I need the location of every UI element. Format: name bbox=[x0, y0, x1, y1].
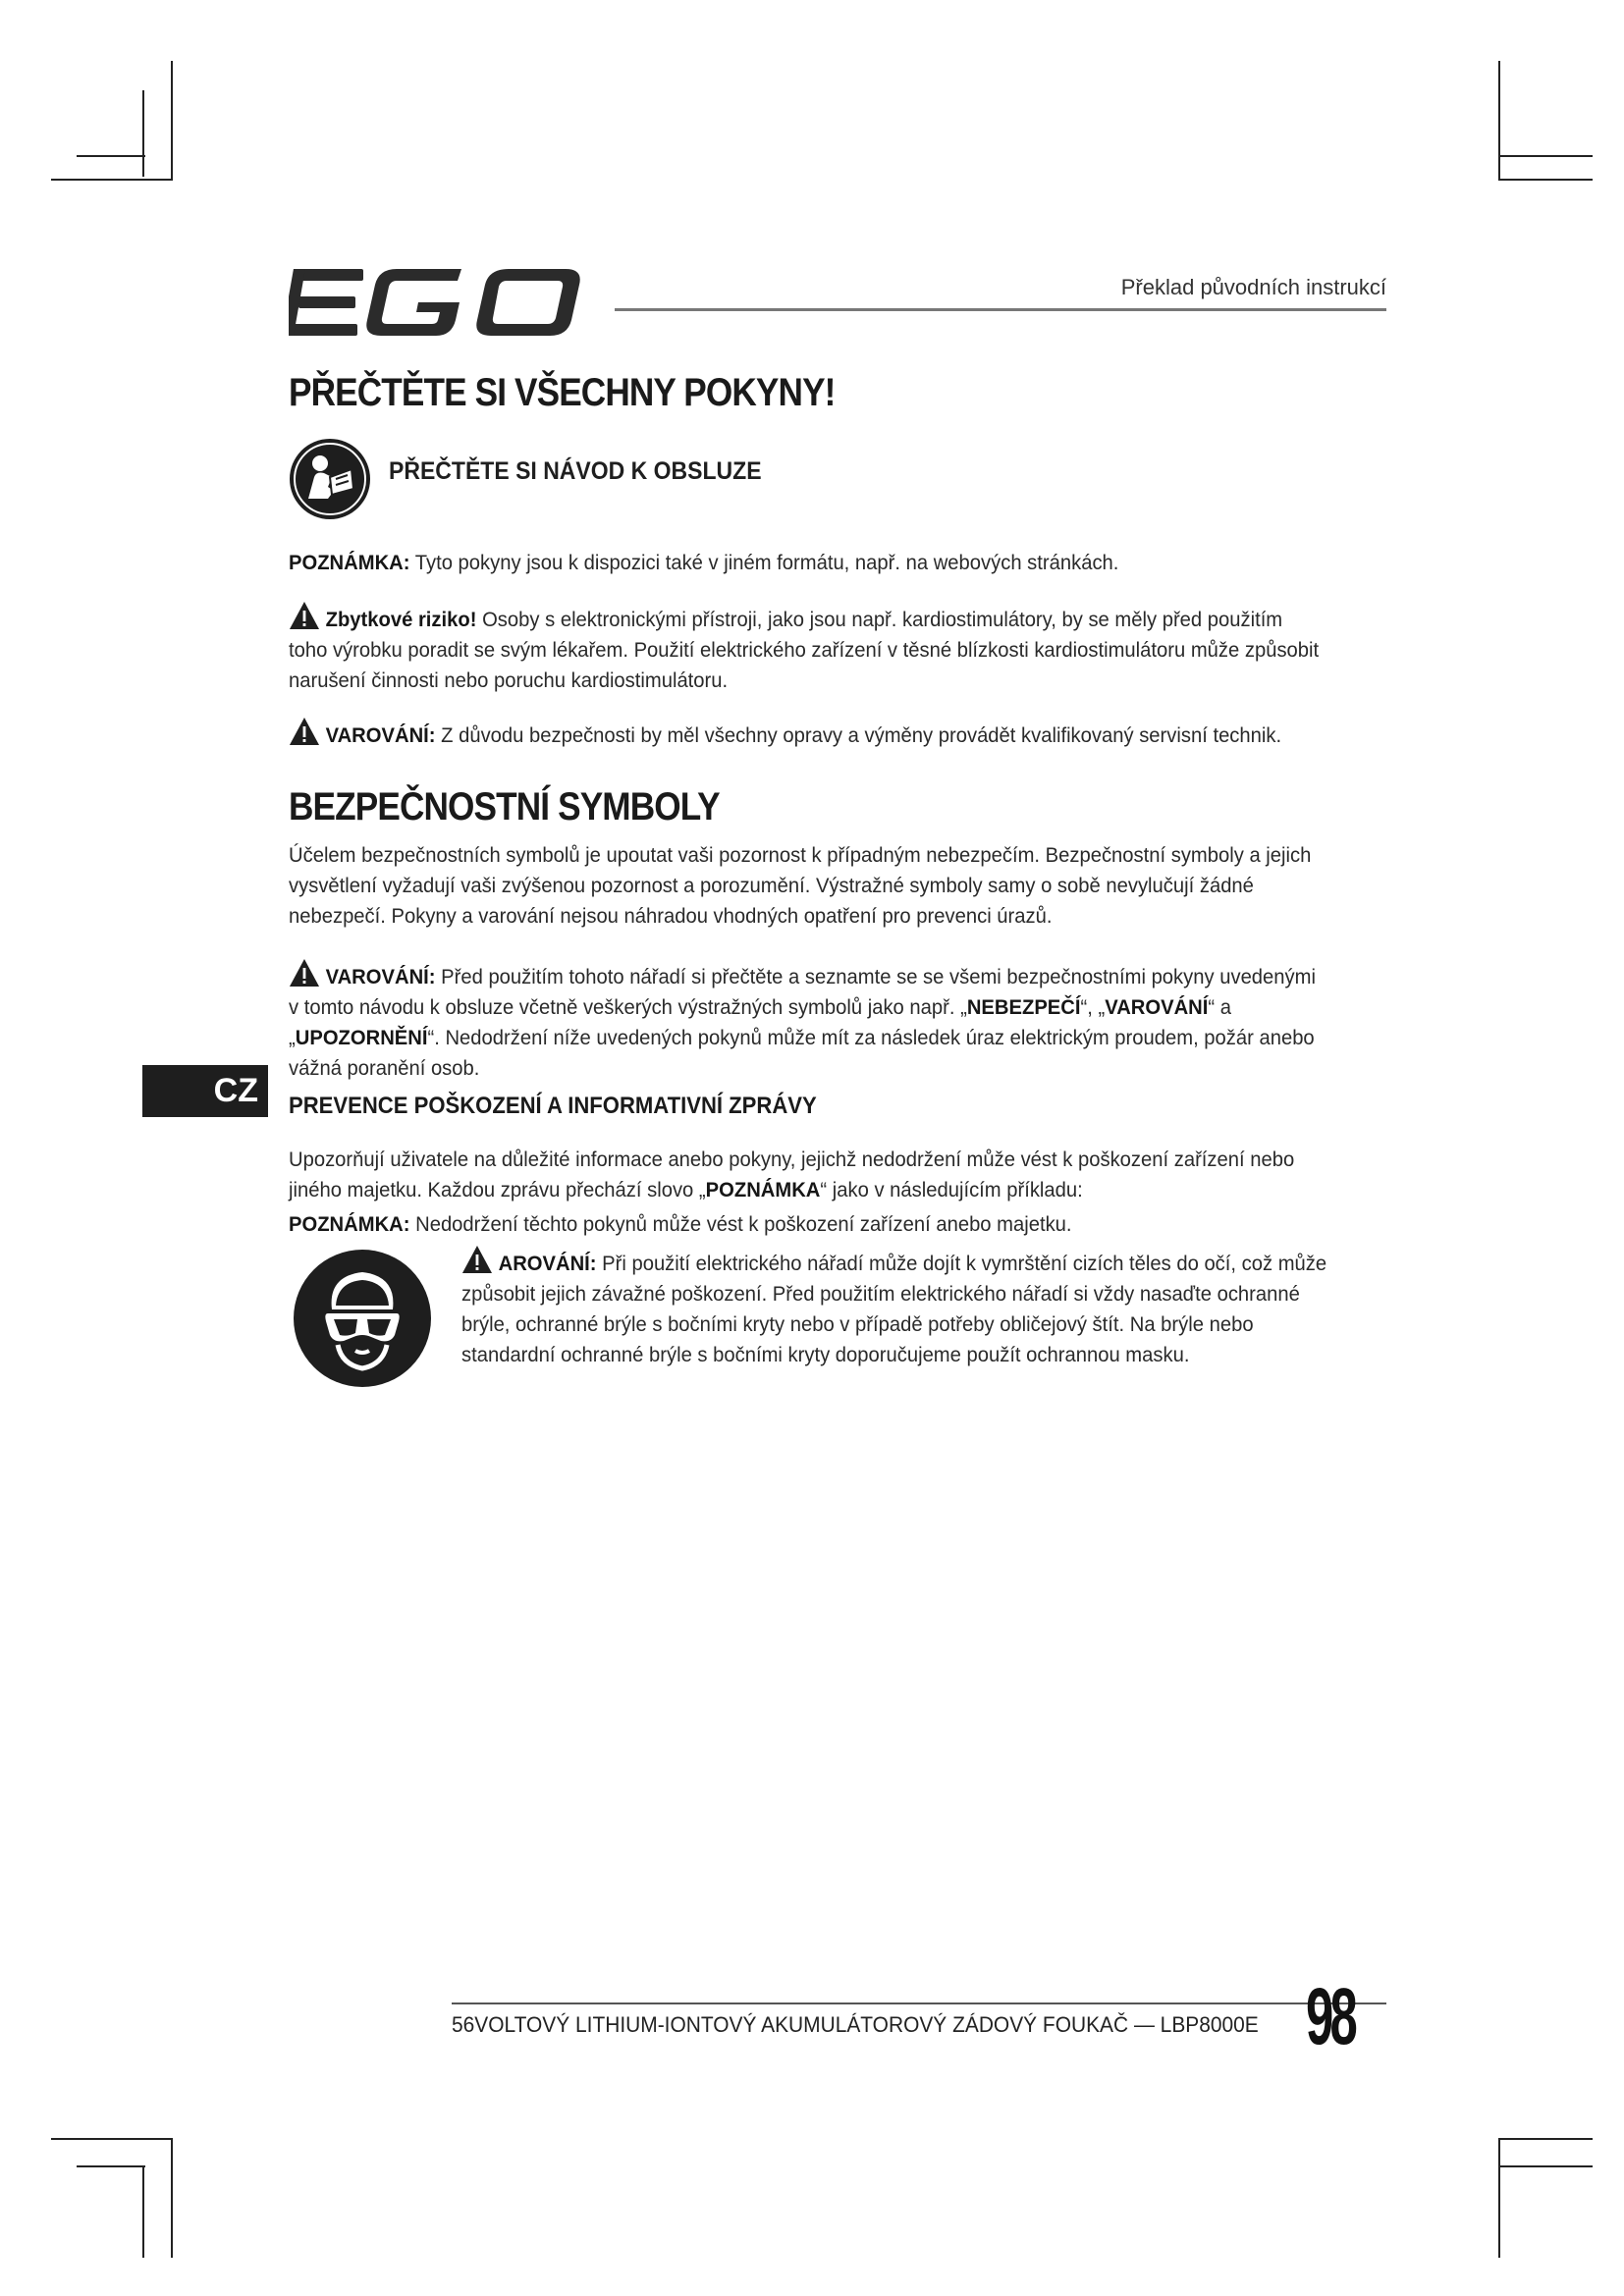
service-warning-label: VAROVÁNÍ: bbox=[325, 723, 436, 747]
language-tab bbox=[142, 1065, 268, 1117]
crop-mark-br-h bbox=[1498, 2138, 1593, 2140]
crop-mark-tl-v bbox=[171, 61, 173, 181]
crop-mark-bl-h bbox=[51, 2138, 173, 2140]
damage-prevention-text: Upozorňují uživatele na důležité informace anebo pokyny, jejichž nedodržení může vést k poškození zařízení nebo jiného majetku. Každou zprávu přechází slovo „ bbox=[289, 1148, 1295, 1201]
note-label: POZNÁMKA: bbox=[289, 551, 410, 574]
crop-mark-tl-h bbox=[51, 179, 173, 181]
symbols-warning-paragraph bbox=[289, 958, 1323, 1084]
service-warning-paragraph bbox=[289, 717, 1323, 751]
warning-triangle-icon bbox=[289, 958, 320, 988]
goggles-warning-paragraph bbox=[461, 1245, 1338, 1370]
goggles-warning-text: Při použití elektrického nářadí může dojít k vymrštění cizích těles do očí, což může způsobit jejich závažné poškození. Před použitím elektrického nářadí si vždy nasaďte ochranné brýle, ochranné brýle s bočními kryty nebo v případě potřeby obličejový štít. Na brýle nebo standardní ochranné brýle s bočními kryty doporučujeme použít ochrannou masku. bbox=[461, 1252, 1327, 1366]
crop-mark-tr-h bbox=[1498, 179, 1593, 181]
danger-word: NEBEZPEČÍ bbox=[966, 995, 1081, 1019]
crop-mark-bl-inner bbox=[77, 2165, 145, 2167]
warning-word: VAROVÁNÍ bbox=[1105, 995, 1209, 1019]
footer-product-name: 56VOLTOVÝ LITHIUM-IONTOVÝ AKUMULÁTOROVÝ ZÁDOVÝ FOUKAČ — LBP8000E bbox=[452, 2012, 1259, 2037]
header-translation-note: Překlad původních instrukcí bbox=[1120, 275, 1386, 299]
goggles-warning-label: AROVÁNÍ: bbox=[498, 1252, 597, 1275]
crop-mark-tr-inner bbox=[1498, 155, 1593, 157]
header-rule bbox=[615, 308, 1386, 311]
warning-triangle-icon bbox=[289, 601, 320, 630]
safety-symbols-intro: Účelem bezpečnostních symbolů je upoutat vaši pozornost k případným nebezpečím. Bezpečnostní symboly a jejich vysvětlení vyžadují vaši zvýšenou pozornost a porozumění. Výstražné symboly samy o sobě nevylučují žádné nebezpečí. Pokyny a varování nejsou náhradou vhodných opatření pro prevenci úrazů. bbox=[289, 843, 1312, 928]
crop-mark-tr-v bbox=[1498, 61, 1500, 181]
residual-risk-text: Osoby s elektronickými přístroji, jako jsou např. kardiostimulátory, by se měly před použitím toho výrobku poradit se svým lékařem. Použití elektrického zařízení v těsné blízkosti kardiostimulátoru může způsobit narušení činnosti nebo poruchu kardiostimulátoru. bbox=[289, 608, 1320, 692]
read-manual-icon bbox=[289, 438, 371, 520]
note-paragraph bbox=[289, 548, 1323, 578]
crop-mark-br-v bbox=[1498, 2138, 1500, 2258]
symbols-warning-text: Před použitím tohoto nářadí si přečtěte a seznamte se se všemi bezpečnostními pokyny uvedenými v tomto návodu k obsluze včetně veškerých výstražných symbolů jako např. „ bbox=[289, 965, 1316, 1019]
crop-mark-tl-inner bbox=[77, 155, 145, 157]
residual-risk-label: Zbytkové riziko! bbox=[325, 608, 477, 631]
residual-risk-paragraph bbox=[289, 601, 1323, 696]
language-tab-label: CZ bbox=[213, 1072, 258, 1109]
ego-logo bbox=[289, 263, 583, 344]
section-title-safety-symbols: BEZPEČNOSTNÍ SYMBOLY bbox=[289, 785, 720, 828]
damage-prevention-text-end: “ jako v následujícím příkladu: bbox=[820, 1178, 1083, 1201]
crop-mark-tl-inner-v bbox=[142, 90, 144, 177]
caution-word: UPOZORNĚNÍ bbox=[295, 1026, 428, 1049]
service-warning-text: Z důvodu bezpečnosti by měl všechny opravy a výměny provádět kvalifikovaný servisní technik. bbox=[435, 723, 1282, 747]
damage-prevention-intro bbox=[289, 1145, 1323, 1205]
note-word: POZNÁMKA bbox=[705, 1178, 821, 1201]
note-text: Tyto pokyny jsou k dispozici také v jiném formátu, např. na webových stránkách. bbox=[409, 551, 1119, 574]
crop-mark-br-inner bbox=[1498, 2165, 1593, 2167]
damage-note-text: Nedodržení těchto pokynů může vést k poškození zařízení anebo majetku. bbox=[409, 1212, 1072, 1236]
page-number: 98 bbox=[1306, 1972, 1355, 2061]
read-manual-label: PŘEČTĚTE SI NÁVOD K OBSLUZE bbox=[389, 457, 762, 485]
damage-note-label: POZNÁMKA: bbox=[289, 1212, 410, 1236]
crop-mark-bl-inner-v bbox=[142, 2165, 144, 2258]
crop-mark-bl-v bbox=[171, 2138, 173, 2258]
warning-triangle-icon bbox=[461, 1245, 493, 1274]
quote-separator: “, „ bbox=[1080, 995, 1106, 1019]
quote-separator: “ a „ bbox=[289, 995, 1231, 1049]
warning-triangle-icon bbox=[289, 717, 320, 746]
symbols-warning-label: VAROVÁNÍ: bbox=[325, 965, 436, 988]
section-title-read-all: PŘEČTĚTE SI VŠECHNY POKYNY! bbox=[289, 371, 836, 414]
safety-goggles-icon bbox=[293, 1249, 432, 1388]
section-title-damage-prevention: PREVENCE POŠKOZENÍ A INFORMATIVNÍ ZPRÁVY bbox=[289, 1093, 817, 1119]
symbols-warning-text-end: “. Nedodržení níže uvedených pokynů může mít za následek úraz elektrickým proudem, požár anebo vážná poranění osob. bbox=[289, 1026, 1315, 1080]
footer-rule bbox=[452, 2002, 1386, 2004]
damage-note-paragraph bbox=[289, 1209, 1323, 1240]
